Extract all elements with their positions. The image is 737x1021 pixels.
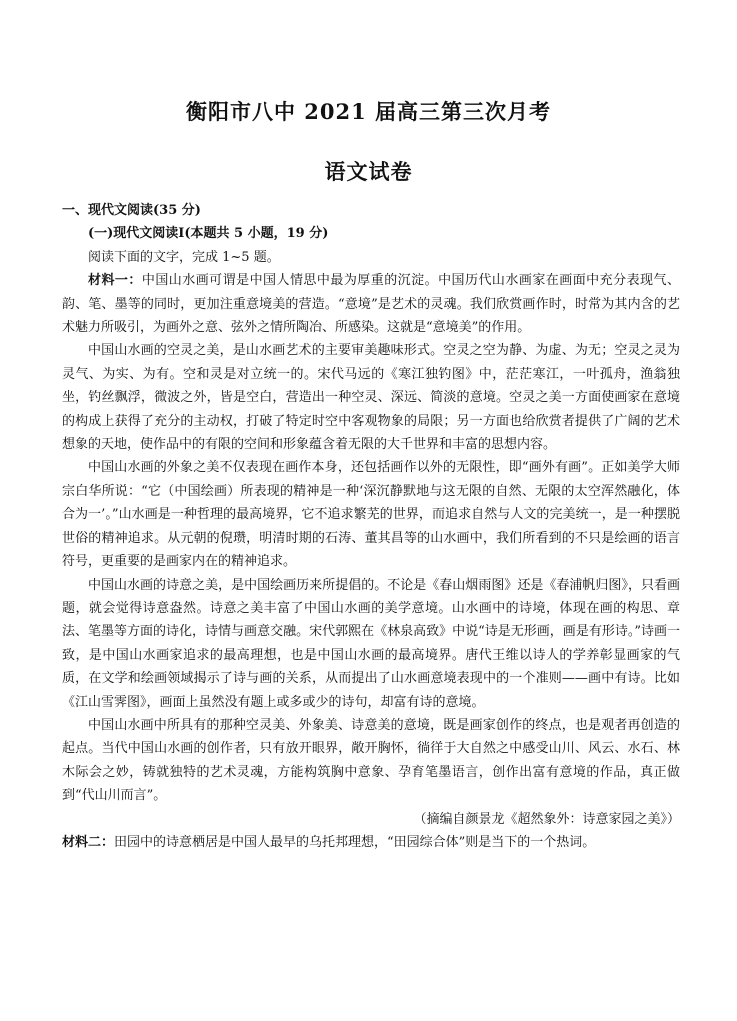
material1-label: 材料一：	[88, 273, 142, 289]
material1-paragraph: 中国山水画的外象之美不仅表现在画作本身，还包括画作以外的无限性，即“画外有画”。正如美学大师宗白华所说：“它（中国绘画）所表现的精神是一种‘深沉静默地与这无限的自然、无限的太空浑然融化，体合为一’。”山水画是一种哲理的最高境界，它不追求繁芜的世界，而追求自然与人文的完美统一，是一种摆脱世俗的精神追求。从元朝的倪瓒，明清时期的石涛、董其昌等的山水画中，我们所看到的不只是绘画的语言符号，更重要的是画家内在的精神追求。	[62, 460, 680, 570]
reading-instruction: 阅读下面的文字，完成 1~5 题。	[88, 249, 280, 265]
paragraph-text: 中国山水画可谓是中国人情思中最为厚重的沉淀。中国历代山水画家在画面中充分表现气、韵、笔、墨等的同时，更加注重意境美的营造。“意境”是艺术的灵魂。我们欣赏画作时，时常为其内含的艺术魅力所吸引，为画外之意、弦外之情所陶冶、所感染。这就是“意境美”的作用。	[62, 273, 680, 336]
exam-subtitle: 语文试卷	[324, 159, 413, 184]
subsection-heading: (一)现代文阅读Ⅰ(本题共 5 小题，19 分)	[88, 226, 329, 242]
material1-paragraph	[62, 269, 680, 339]
paragraph-text: 田园中的诗意栖居是中国人最早的乌托邦理想，“田园综合体”则是当下的一个热词。	[114, 834, 596, 850]
material1-paragraph: 中国山水画中所具有的那种空灵美、外象美、诗意美的意境，既是画家创作的终点，也是观者再创造的起点。当代中国山水画的创作者，只有放开眼界，敞开胸怀，徜徉于大自然之中感受山川、风云、水石、林木际会之妙，铸就独特的艺术灵魂，方能构筑胸中意象、孕育笔墨语言，创作出富有意境的作品，真正做到“代山川而言”。	[62, 717, 680, 804]
exam-content	[62, 199, 680, 854]
material1-source: （摘编自颜景龙《超然象外：诗意家园之美》）	[413, 811, 680, 827]
material1-paragraph: 中国山水画的空灵之美，是山水画艺术的主要审美趣味形式。空灵之空为静、为虚、为无；空灵之灵为灵气、为实、为有。空和灵是对立统一的。宋代马远的《寒江独钓图》中，茫茫寒江，一叶孤舟，渔翁独坐，钓丝飘浮，微波之外，皆是空白，营造出一种空灵、深远、简淡的意境。空灵之美一方面使画家在意境的构成上获得了充分的主动权，打破了特定时空中客观物象的局限；另一方面也给欣赏者提供了广阔的艺术想象的天地，使作品中的有限的空间和形象蕴含着无限的大千世界和丰富的思想内容。	[62, 343, 680, 453]
material2-paragraph	[62, 831, 680, 854]
exam-title: 衡阳市八中 2021 届高三第三次月考	[185, 99, 552, 124]
section-heading: 一、现代文阅读(35 分)	[62, 203, 201, 218]
material1-paragraph: 中国山水画的诗意之美，是中国绘画历来所提倡的。不论是《春山烟雨图》还是《春浦帆归图》，只看画题，就会觉得诗意盎然。诗意之美丰富了中国山水画的美学意境。山水画中的诗境，体现在画的构思、章法、笔墨等方面的诗化，诗情与画意交融。宋代郭熙在《林泉高致》中说“诗是无形画，画是有形诗。”诗画一致，是中国山水画家追求的最高理想，也是中国山水画的最高境界。唐代王维以诗人的学养彰显画家的气质，在文学和绘画领域揭示了诗与画的关系，从而提出了山水画意境表现中的一个准则——画中有诗。比如《江山雪霁图》，画面上虽然没有题上或多或少的诗句，却富有诗的意境。	[62, 577, 680, 710]
material2-label: 材料二：	[62, 834, 115, 850]
